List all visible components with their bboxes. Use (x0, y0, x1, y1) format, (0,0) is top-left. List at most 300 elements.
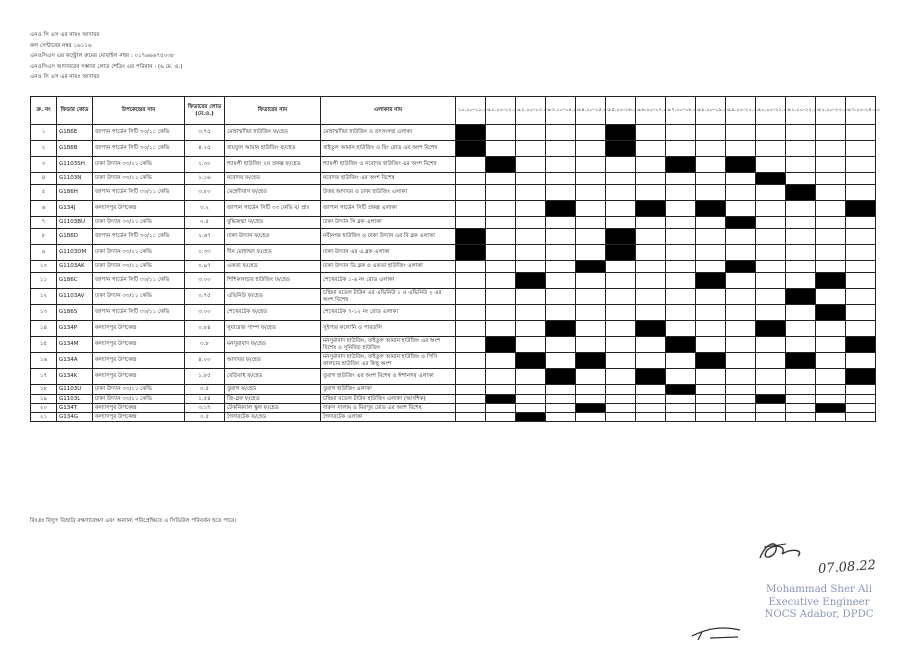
slot-cell (576, 273, 606, 289)
slot-cell (756, 201, 786, 217)
slot-cell (516, 337, 546, 353)
slot-cell (606, 273, 636, 289)
table-row (31, 217, 876, 229)
slot-cell (846, 217, 876, 229)
cell-substation: জাপান গার্ডেন সিটি ৩৩/১১ কেভি (93, 305, 185, 321)
table-row (31, 229, 876, 245)
slot-cell (726, 395, 756, 404)
slot-cell (486, 273, 516, 289)
cell-area: তুরাগ হাউজিং এলাকা (321, 385, 456, 395)
cell-sl: ২০ (31, 404, 57, 413)
slot-cell-shedding (576, 404, 606, 413)
cell-area: মোহাম্মদীয়া হাউজিং ও তৎসংলগ্ন এলাকা (321, 125, 456, 141)
slot-cell (636, 404, 666, 413)
slot-cell (576, 201, 606, 217)
slot-cell (816, 369, 846, 385)
slot-cell (486, 321, 516, 337)
cell-sl: ১১ (31, 273, 57, 289)
cell-feeder-name: আদাবর ফ/হেড (225, 353, 321, 369)
col-header-slot: ১৬.০০-১৭.০০ (636, 97, 666, 125)
slot-cell (726, 404, 756, 413)
slot-cell (456, 404, 486, 413)
slot-cell (606, 321, 636, 337)
slot-cell (576, 141, 606, 157)
cell-sl: ১৩ (31, 305, 57, 321)
slot-cell (816, 217, 846, 229)
cell-area: জাপান গার্ডেন সিটি প্রকল্প এলাকা (321, 201, 456, 217)
slot-cell (756, 305, 786, 321)
slot-cell (636, 261, 666, 273)
cell-area: গৈদারটেক এলাকা (321, 413, 456, 422)
cell-feeder-name: শিশিকালচার হাউজিং ফ/হেড (225, 273, 321, 289)
slot-cell (666, 395, 696, 404)
slot-cell (756, 385, 786, 395)
slot-cell (456, 289, 486, 305)
cell-feeder-code: G134J (57, 201, 93, 217)
slot-cell (546, 245, 576, 261)
cell-feeder-code: G1103SH (57, 157, 93, 173)
cell-area: বাইতুল আমান হাউজিং ও রিং রোড এর অংশ বিশেষ (321, 141, 456, 157)
slot-cell (606, 369, 636, 385)
slot-cell (846, 125, 876, 141)
slot-cell-shedding (696, 353, 726, 369)
slot-cell (606, 261, 636, 273)
cell-area: চন্দ্রিমা মডেল টাউন হাউজিং এলাকা (আংশিক) (321, 395, 456, 404)
cell-sl: ১৬ (31, 353, 57, 369)
slot-cell (516, 201, 546, 217)
slot-cell (456, 273, 486, 289)
cell-substation: জাপান গার্ডেন সিটি ৩৩/১১ কেভি (93, 273, 185, 289)
slot-cell (546, 395, 576, 404)
cell-sl: ৭ (31, 217, 57, 229)
slot-cell (666, 185, 696, 201)
slot-cell (696, 229, 726, 245)
slot-cell (456, 157, 486, 173)
table-row (31, 173, 876, 185)
seal-name: Mohammad Sher Ali (766, 584, 872, 595)
slot-cell-shedding (666, 337, 696, 353)
cell-feeder-name: বুদ্ধিজম্মা ফ/হেড (225, 217, 321, 229)
table-row (31, 289, 876, 305)
slot-cell-shedding (516, 273, 546, 289)
slot-cell (726, 229, 756, 245)
cell-feeder-code: G134P (57, 321, 93, 337)
slot-cell (636, 173, 666, 185)
cell-area: ঢাকা উদ্যান ডি ব্লক ও একতা হাউজিং এলাকা (321, 261, 456, 273)
seal-title: Executive Engineer (768, 596, 870, 608)
cell-load: ৩.৮ (185, 337, 225, 353)
cell-sl: ১৪ (31, 321, 57, 337)
slot-cell (666, 273, 696, 289)
cell-sl: ৬ (31, 201, 57, 217)
slot-cell (696, 395, 726, 404)
slot-cell (786, 157, 816, 173)
cell-area: শেখেরটেক ১-৬ নং রোড এলাকা (321, 273, 456, 289)
slot-cell (576, 395, 606, 404)
slot-cell (786, 273, 816, 289)
cell-load: ০.৫ (185, 385, 225, 395)
slot-cell (816, 289, 846, 305)
slot-cell-shedding (816, 305, 846, 321)
table-row (31, 125, 876, 141)
cell-substation: ঢাকা উদ্যান ৩৩/১১ কেভি (93, 395, 185, 404)
cell-feeder-code: G1103U (57, 385, 93, 395)
cell-feeder-code: G186E (57, 125, 93, 141)
slot-cell (816, 229, 846, 245)
slot-cell-shedding (546, 369, 576, 385)
table-header-row (31, 97, 876, 125)
col-header-substation: উপকেন্দ্রের নাম (93, 97, 185, 125)
slot-cell (756, 229, 786, 245)
cell-substation: কল্যাণপুর উপকেন্দ্র (93, 369, 185, 385)
slot-cell (816, 141, 846, 157)
slot-cell (636, 289, 666, 305)
slot-cell (726, 173, 756, 185)
cell-substation: ঢাকা উদ্যান ৩৩/১১ কেভি (93, 261, 185, 273)
cell-feeder-code: G1103N (57, 173, 93, 185)
cell-sl: ৪ (31, 173, 57, 185)
col-header-slot: ২৩.০০-২৪.০০ (846, 97, 876, 125)
slot-cell (606, 305, 636, 321)
loadshedding-schedule-table (30, 96, 881, 422)
slot-cell-shedding (726, 157, 756, 173)
slot-cell-shedding (786, 289, 816, 305)
slot-cell (666, 305, 696, 321)
slot-cell (516, 289, 546, 305)
slot-cell-shedding (786, 353, 816, 369)
slot-cell (726, 321, 756, 337)
slot-cell (666, 321, 696, 337)
slot-cell (726, 385, 756, 395)
slot-cell (696, 217, 726, 229)
slot-cell (486, 217, 516, 229)
slot-cell (726, 185, 756, 201)
slot-cell-shedding (636, 321, 666, 337)
cell-sl: ২ (31, 141, 57, 157)
slot-cell (726, 273, 756, 289)
slot-cell (546, 353, 576, 369)
slot-cell (726, 289, 756, 305)
slot-cell-shedding (606, 125, 636, 141)
table-row (31, 385, 876, 395)
slot-cell (636, 125, 666, 141)
slot-cell (576, 125, 606, 141)
slot-cell (786, 395, 816, 404)
slot-cell-shedding (456, 229, 486, 245)
slot-cell (726, 125, 756, 141)
slot-cell (786, 369, 816, 385)
slot-cell (486, 413, 516, 422)
slot-cell-shedding (456, 125, 486, 141)
slot-cell (606, 289, 636, 305)
cell-load: ০.৫ (185, 217, 225, 229)
col-header-slot: ১১.০০-১২.০০ (486, 97, 516, 125)
cell-feeder-name: জাপান গার্ডেন সিটি ৩৩ কেভি ম/ প্রাঃ (225, 201, 321, 217)
cell-area: নবীনগর হাউজিং ও ঢাকা উদ্যান এর বি ব্লক এলাকা (321, 229, 456, 245)
slot-cell (816, 185, 846, 201)
slot-cell (636, 229, 666, 245)
slot-cell-shedding (516, 353, 546, 369)
slot-cell (756, 141, 786, 157)
col-header-slot: ২১.০০-২২.০০ (786, 97, 816, 125)
cell-area: ঢাকা উদ্যান এর এ ব্লক এলাকা (321, 245, 456, 261)
slot-cell (516, 404, 546, 413)
slot-cell (756, 157, 786, 173)
slot-cell (486, 261, 516, 273)
cell-load: ০.৮৪ (185, 321, 225, 337)
cell-load: ১.১৬ (185, 173, 225, 185)
slot-cell (486, 141, 516, 157)
slot-cell (816, 201, 846, 217)
table-row (31, 201, 876, 217)
cell-area: মনসুরাবাদ হাউজিং, বাইতুল আমান হাউজিং ও পিসি কালচার হাউজিং এর কিছু অংশ (321, 353, 456, 369)
cell-feeder-name: তুরাগ ফ/হেড (225, 385, 321, 395)
slot-cell (546, 413, 576, 422)
slot-cell (636, 337, 666, 353)
slot-cell (816, 245, 846, 261)
slot-cell (786, 217, 816, 229)
slot-cell (576, 413, 606, 422)
slot-cell (576, 157, 606, 173)
col-header-slot: ১৪.০০-১৫.০০ (576, 97, 606, 125)
slot-cell (456, 337, 486, 353)
cell-area: চন্দ্রিমা মডেল টাউন এর এভিনিউ ১ ও এভিনিউ ২ এর অংশ বিশেষ (321, 289, 456, 305)
cell-feeder-name: নবোদয় ফ/হেড (225, 173, 321, 185)
cell-substation: ঢাকা উদ্যান ৩৩/১১ কেভি (93, 217, 185, 229)
signature-date: 07.08.22 (817, 557, 877, 578)
slot-cell (816, 157, 846, 173)
slot-cell (696, 289, 726, 305)
slot-cell (816, 353, 846, 369)
slot-cell-shedding (846, 369, 876, 385)
slot-cell (666, 141, 696, 157)
slot-cell (456, 173, 486, 185)
seal-office: NOCS Adabor, DPDC (764, 609, 874, 620)
slot-cell (786, 229, 816, 245)
cell-load: ০.৭৫ (185, 289, 225, 305)
slot-cell (786, 173, 816, 185)
slot-cell (726, 305, 756, 321)
slot-cell (486, 245, 516, 261)
slot-cell (486, 185, 516, 201)
cell-sl: ১০ (31, 261, 57, 273)
slot-cell (516, 217, 546, 229)
slot-cell (786, 413, 816, 422)
cell-feeder-code: G186S (57, 305, 93, 321)
cell-substation: ঢাকা উদ্যান ৩৩/১১ কেভি (93, 173, 185, 185)
slot-cell (696, 141, 726, 157)
slot-cell (666, 173, 696, 185)
cell-load: ০.৫ (185, 413, 225, 422)
slot-cell-shedding (546, 201, 576, 217)
table-row (31, 395, 876, 404)
slot-cell (756, 217, 786, 229)
slot-cell (846, 395, 876, 404)
slot-cell (816, 261, 846, 273)
cell-area: মনসুরাবাদ হাউজিং, বাইতুল আমান হাউজিং এর অংশ বিশেষ ও সুনিবিড় হাউজিং (321, 337, 456, 353)
cell-substation: জাপান গার্ডেন সিটি ৩৩/১১ কেভি (93, 125, 185, 141)
table-row (31, 273, 876, 289)
col-header-feeder-code: ফিডার কোড (57, 97, 93, 125)
cell-substation: কল্যাণপুর উপকেন্দ্র (93, 353, 185, 369)
slot-cell (456, 217, 486, 229)
cell-load: ০.৩৩ (185, 245, 225, 261)
slot-cell-shedding (576, 353, 606, 369)
table-row (31, 245, 876, 261)
slot-cell (456, 261, 486, 273)
slot-cell (516, 395, 546, 404)
slot-cell (786, 141, 816, 157)
cell-load: ৩.২ (185, 201, 225, 217)
slot-cell (576, 245, 606, 261)
slot-cell (696, 369, 726, 385)
slot-cell (846, 404, 876, 413)
cell-substation: কল্যাণপুর উপকেন্দ্র (93, 321, 185, 337)
slot-cell (846, 385, 876, 395)
slot-cell-shedding (486, 337, 516, 353)
col-header-slot: ১০.০০-১১.০০ (456, 97, 486, 125)
cell-feeder-name: শ্যামলী হাউজিং ২য় প্রকল্প ফ/হেড (225, 157, 321, 173)
cell-sl: ৯ (31, 245, 57, 261)
cell-area: শেখেরটেক ৭-১২ নং রোড এলাকা (321, 305, 456, 321)
slot-cell-shedding (606, 245, 636, 261)
cell-feeder-code: G1103DM (57, 245, 93, 261)
slot-cell-shedding (756, 395, 786, 404)
slot-cell (846, 245, 876, 261)
cell-sl: ১৯ (31, 395, 57, 404)
footnote: বিঃদ্রঃ বিদ্যুৎ বিভ্রাট/ রক্ষণাবেক্ষণ এবং অন্যান্য পরিপ্রেক্ষিতে এ সিডিউল পরিবর্তন হতে পারে। (30, 518, 237, 524)
slot-cell (666, 217, 696, 229)
slot-cell (486, 353, 516, 369)
cell-substation: কল্যাণপুর উপকেন্দ্র (93, 201, 185, 217)
cell-feeder-code: G1103BU (57, 217, 93, 229)
slot-cell (846, 413, 876, 422)
slot-cell (846, 185, 876, 201)
cell-load: ২.৩০ (185, 157, 225, 173)
cell-sl: ১৫ (31, 337, 57, 353)
cell-area: উত্তর আদাবর ও ঢাকা হাউজিং এলাকা (321, 185, 456, 201)
slot-cell (516, 385, 546, 395)
officer-seal (744, 584, 894, 622)
cell-sl: ১২ (31, 289, 57, 305)
slot-cell (486, 385, 516, 395)
slot-cell (546, 125, 576, 141)
slot-cell (696, 337, 726, 353)
table-row (31, 353, 876, 369)
slot-cell (726, 337, 756, 353)
slot-cell (846, 157, 876, 173)
cell-feeder-name: গৈদারটেক ফ/হেড (225, 413, 321, 422)
slot-cell (546, 229, 576, 245)
slot-cell (516, 141, 546, 157)
col-header-slot: ১৯.০০-২০.০০ (726, 97, 756, 125)
slot-cell (666, 289, 696, 305)
cell-feeder-code: G186B (57, 141, 93, 157)
slot-cell (516, 245, 546, 261)
table-row (31, 261, 876, 273)
slot-cell (696, 157, 726, 173)
slot-cell (816, 337, 846, 353)
slot-cell (576, 321, 606, 337)
table-row (31, 369, 876, 385)
slot-cell (486, 173, 516, 185)
col-header-feeder-name: ফিডারের নাম (225, 97, 321, 125)
slot-cell (636, 353, 666, 369)
slot-cell (606, 395, 636, 404)
slot-cell (636, 185, 666, 201)
slot-cell (546, 185, 576, 201)
header-line: কল সেন্টারের নম্বর ১৬১১৬ (30, 42, 92, 49)
slot-cell-shedding (606, 141, 636, 157)
header-line: এনও সি এস এর নামঃ আদাবর (30, 74, 100, 81)
slot-cell (666, 229, 696, 245)
cell-feeder-name: শেখেরটেক ফ/হেড (225, 305, 321, 321)
slot-cell (546, 289, 576, 305)
col-header-load: ফিডারের লোড (মে.ও.) (185, 97, 225, 125)
slot-cell (756, 125, 786, 141)
slot-cell (636, 385, 666, 395)
cell-feeder-name: বায়তুল আমান হাউজিং ফ/হেড (225, 141, 321, 157)
slot-cell (696, 321, 726, 337)
cell-area: সুইপার কলোনি ও পাবতলি (321, 321, 456, 337)
slot-cell (486, 289, 516, 305)
cell-load: ১.৮৫ (185, 369, 225, 385)
slot-cell-shedding (456, 141, 486, 157)
cell-substation: ঢাকা উদ্যান ৩৩/১১ কেভি (93, 289, 185, 305)
cell-load: ০.৯৭ (185, 261, 225, 273)
slot-cell (696, 185, 726, 201)
slot-cell (606, 337, 636, 353)
cell-feeder-code: G186D (57, 229, 93, 245)
table-row (31, 404, 876, 413)
slot-cell (756, 245, 786, 261)
slot-cell (606, 201, 636, 217)
slot-cell (846, 141, 876, 157)
slot-cell (546, 173, 576, 185)
col-header-slot: ১৭.০০-১৮.০০ (666, 97, 696, 125)
slot-cell (576, 305, 606, 321)
slot-cell-shedding (666, 157, 696, 173)
slot-cell-shedding (846, 201, 876, 217)
table-row (31, 413, 876, 422)
slot-cell (546, 261, 576, 273)
table-row (31, 337, 876, 353)
cell-area: দারুস সালাম ও মিরপুর রোড এর অংশ বিশেষ (321, 404, 456, 413)
slot-cell-shedding (516, 413, 546, 422)
cell-sl: ১ (31, 125, 57, 141)
slot-cell (756, 273, 786, 289)
cell-feeder-name: মোহাম্মদীয়া হাউজিং ফ/হেড (225, 125, 321, 141)
slot-cell-shedding (546, 321, 576, 337)
slot-cell (816, 173, 846, 185)
slot-cell (816, 321, 846, 337)
slot-cell (456, 321, 486, 337)
slot-cell (666, 353, 696, 369)
slot-cell (576, 385, 606, 395)
slot-cell (636, 273, 666, 289)
slot-cell (636, 157, 666, 173)
col-header-slot: ১৮.০০-১৯.০০ (696, 97, 726, 125)
slot-cell (486, 229, 516, 245)
slot-cell (696, 305, 726, 321)
slot-cell (456, 185, 486, 201)
slot-cell (516, 305, 546, 321)
cell-substation: কল্যাণপুর উপকেন্দ্র (93, 404, 185, 413)
cell-feeder-name: টেকনিক্যাল স্কুল ফ/হেড (225, 404, 321, 413)
slot-cell (786, 337, 816, 353)
slot-cell (846, 173, 876, 185)
slot-cell (846, 321, 876, 337)
